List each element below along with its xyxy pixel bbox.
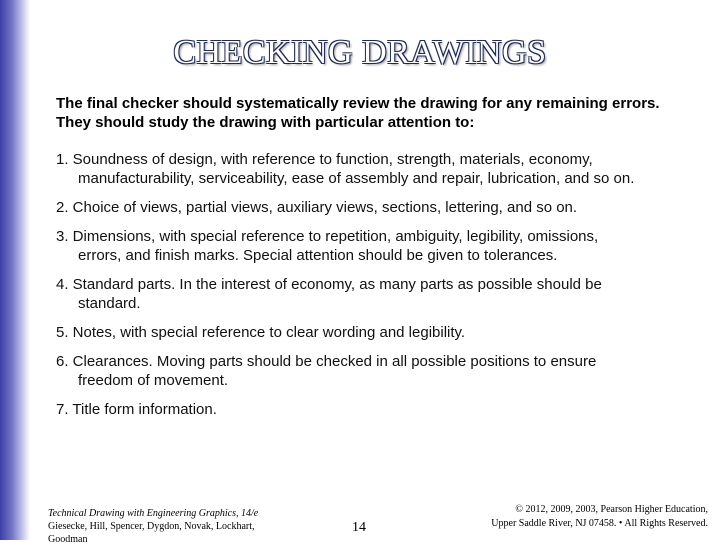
list-item-text: 1. Soundness of design, with reference to function, strength, materials, economy, [56,151,593,168]
list-item-text: 4. Standard parts. In the interest of economy, as many parts as possible should be [56,276,602,293]
list-item [56,352,716,390]
list-item-continuation: standard. [78,295,141,312]
slide-title: CHECKING DRAWINGS [173,34,547,71]
intro-paragraph: The final checker should systematically review the drawing for any remaining errors. They should study the drawing with particular attention to: [56,95,660,131]
list-item-continuation: manufacturability, serviceability, ease of assembly and repair, lubrication, and so on. [78,170,635,187]
list-item [56,323,716,342]
list-item-text: 5. Notes, with special reference to clear wording and legibility. [56,324,466,341]
list-item [56,275,716,313]
footer-book-info [48,507,278,546]
list-item-text: 3. Dimensions, with special reference to repetition, ambiguity, legibility, omissions, [56,228,599,245]
list-item-text: 7. Title form information. [56,401,217,418]
list-item-text: 6. Clearances. Moving parts should be checked in all possible positions to ensure [56,353,597,370]
footer-copyright [448,503,708,531]
footer-authors: Giesecke, Hill, Spencer, Dygdon, Novak, Lockhart, Goodman [48,521,255,545]
list-item-continuation: freedom of movement. [78,372,229,389]
list-item [56,198,716,217]
list-item [56,150,716,188]
footer-book-title: Technical Drawing with Engineering Graphics, 14/e [48,508,259,519]
page-number: 14 [352,520,366,535]
copyright-line-1: © 2012, 2009, 2003, Pearson Higher Education, [515,504,708,515]
copyright-line-2: Upper Saddle River, NJ 07458. • All Rights Reserved. [491,518,708,529]
list-item-continuation: errors, and finish marks. Special attention should be given to tolerances. [78,247,558,264]
sidebar-gradient [0,0,30,540]
checklist [56,150,716,419]
list-item [56,227,716,265]
list-item-text: 2. Choice of views, partial views, auxiliary views, sections, lettering, and so on. [56,199,578,216]
list-item [56,400,716,419]
